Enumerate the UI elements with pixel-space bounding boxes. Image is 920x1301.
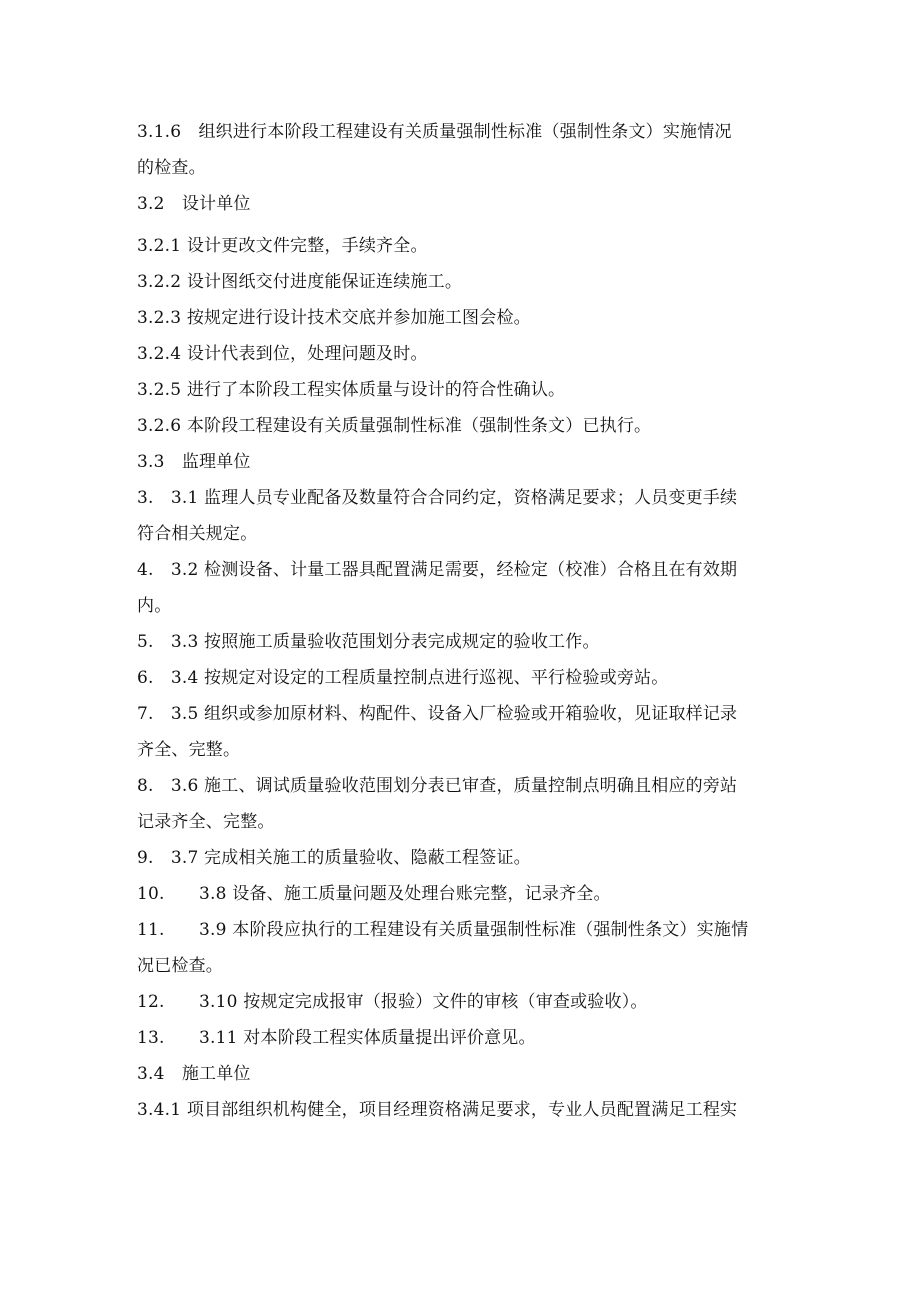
line-3-3-5-cont: 齐全、完整。 [137, 740, 241, 760]
line-3-3-6-cont: 记录齐全、完整。 [137, 812, 275, 832]
line-3-3-2: 4. 3.2 检测设备、计量工器具配置满足需要，经检定（校准）合格且在有效期 [137, 560, 738, 580]
document-body [137, 114, 787, 1128]
line-3-2-6: 3.2.6 本阶段工程建设有关质量强制性标准（强制性条文）已执行。 [137, 416, 652, 436]
heading-3-2: 3.2 设计单位 [137, 194, 251, 214]
line-3-3-8: 10. 3.8 设备、施工质量问题及处理台账完整，记录齐全。 [137, 884, 611, 904]
line-3-1-6-cont: 的检查。 [137, 158, 206, 178]
line-3-4-1: 3.4.1 项目部组织机构健全，项目经理资格满足要求，专业人员配置满足工程实 [137, 1100, 738, 1120]
heading-3-3: 3.3 监理单位 [137, 452, 251, 472]
line-3-2-3: 3.2.3 按规定进行设计技术交底并参加施工图会检。 [137, 308, 531, 328]
line-3-2-4: 3.2.4 设计代表到位，处理问题及时。 [137, 344, 428, 364]
line-3-3-3: 5. 3.3 按照施工质量验收范围划分表完成规定的验收工作。 [137, 632, 600, 652]
line-3-2-2: 3.2.2 设计图纸交付进度能保证连续施工。 [137, 272, 463, 292]
line-3-3-6: 8. 3.6 施工、调试质量验收范围划分表已审查，质量控制点明确且相应的旁站 [137, 776, 738, 796]
line-3-2-5: 3.2.5 进行了本阶段工程实体质量与设计的符合性确认。 [137, 380, 566, 400]
line-3-3-2-cont: 内。 [137, 596, 172, 616]
line-3-3-9-cont: 况已检查。 [137, 956, 223, 976]
line-3-3-11: 13. 3.11 对本阶段工程实体质量提出评价意见。 [137, 1028, 536, 1048]
line-3-3-4: 6. 3.4 按规定对设定的工程质量控制点进行巡视、平行检验或旁站。 [137, 668, 669, 688]
line-3-2-1: 3.2.1 设计更改文件完整，手续齐全。 [137, 236, 428, 256]
heading-3-4: 3.4 施工单位 [137, 1064, 251, 1084]
line-3-3-1: 3. 3.1 监理人员专业配备及数量符合合同约定，资格满足要求；人员变更手续 [137, 488, 738, 508]
line-3-1-6: 3.1.6 组织进行本阶段工程建设有关质量强制性标准（强制性条文）实施情况 [137, 122, 732, 142]
line-3-3-5: 7. 3.5 组织或参加原材料、构配件、设备入厂检验或开箱验收，见证取样记录 [137, 704, 738, 724]
line-3-3-7: 9. 3.7 完成相关施工的质量验收、隐蔽工程签证。 [137, 848, 531, 868]
line-3-3-9: 11. 3.9 本阶段应执行的工程建设有关质量强制性标准（强制性条文）实施情 [137, 920, 749, 940]
line-3-3-10: 12. 3.10 按规定完成报审（报验）文件的审核（审查或验收）。 [137, 992, 648, 1012]
line-3-3-1-cont: 符合相关规定。 [137, 524, 258, 544]
